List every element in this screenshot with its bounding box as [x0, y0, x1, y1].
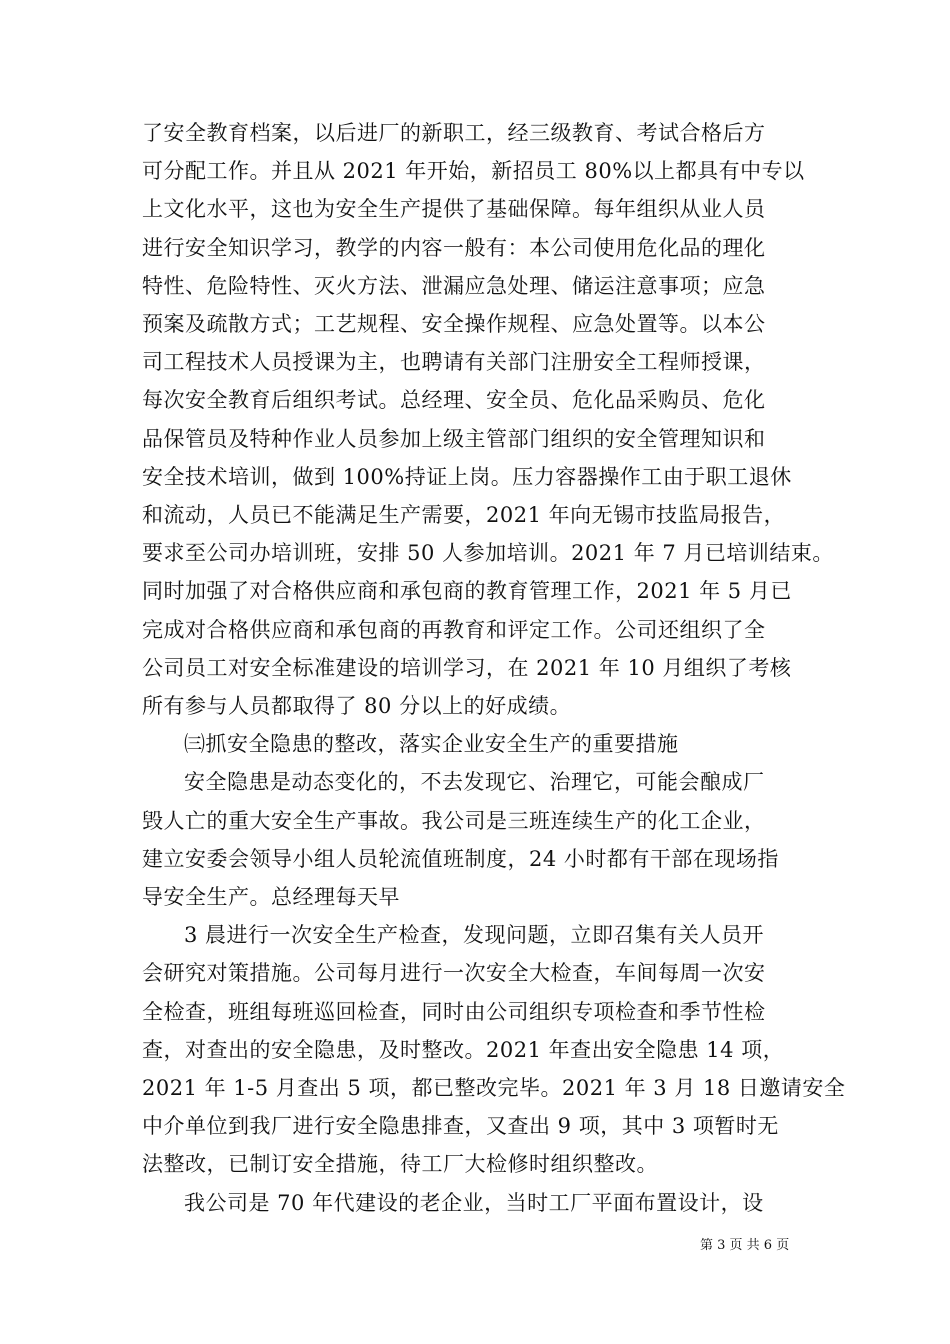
body-text	[142, 114, 846, 1222]
text-line: 所有参与人员都取得了 80 分以上的好成绩。	[142, 694, 572, 719]
text-line: 特性、危险特性、灭火方法、泄漏应急处理、储运注意事项；应急	[142, 273, 766, 298]
text-line: 法整改，已制订安全措施，待工厂大检修时组织整改。	[142, 1152, 658, 1177]
text-line: 毁人亡的重大安全生产事故。我公司是三班连续生产的化工企业，	[142, 808, 766, 833]
text-line: 了安全教育档案，以后进厂的新职工，经三级教育、考试合格后方	[142, 121, 766, 145]
text-line: 同时加强了对合格供应商和承包商的教育管理工作，2021 年 5 月已	[142, 579, 792, 604]
text-line: 可分配工作。并且从 2021 年开始，新招员工 80%以上都具有中专以	[142, 159, 805, 184]
text-line: 预案及疏散方式；工艺规程、安全操作规程、应急处置等。以本公	[142, 312, 766, 337]
text-line: 司工程技术人员授课为主，也聘请有关部门注册安全工程师授课，	[142, 350, 766, 375]
text-line: 我公司是 70 年代建设的老企业，当时工厂平面布置设计，设	[184, 1190, 764, 1215]
text-line: 上文化水平，这也为安全生产提供了基础保障。每年组织从业人员	[142, 197, 766, 222]
text-line: 导安全生产。总经理每天早	[142, 885, 400, 910]
text-line: 建立安委会领导小组人员轮流值班制度，24 小时都有干部在现场指	[142, 846, 779, 871]
text-line: 品保管员及特种作业人员参加上级主管部门组织的安全管理知识和	[142, 426, 766, 451]
text-line: 查，对查出的安全隐患，及时整改。2021 年查出安全隐患 14 项，	[142, 1037, 785, 1062]
text-line: 完成对合格供应商和承包商的再教育和评定工作。公司还组织了全	[142, 617, 766, 642]
text-line: 2021 年 1-5 月查出 5 项，都已整改完毕。2021 年 3 月 18 日邀请安全	[142, 1076, 846, 1101]
text-line: 会研究对策措施。公司每月进行一次安全大检查，车间每周一次安	[142, 961, 766, 986]
text-line: 进行安全知识学习，教学的内容一般有：本公司使用危化品的理化	[142, 235, 766, 260]
text-line: 安全隐患是动态变化的，不去发现它、治理它，可能会酿成厂	[184, 770, 765, 795]
text-line: 公司员工对安全标准建设的培训学习，在 2021 年 10 月组织了考核	[142, 655, 792, 680]
text-line: 每次安全教育后组织考试。总经理、安全员、危化品采购员、危化	[142, 388, 766, 413]
text-line: 3 晨进行一次安全生产检查，发现问题，立即召集有关人员开	[184, 923, 765, 948]
section-heading: ㈢抓安全隐患的整改，落实企业安全生产的重要措施	[184, 732, 679, 757]
page-number: 第 3 页 共 6 页	[700, 1238, 790, 1253]
text-line: 和流动，人员已不能满足生产需要，2021 年向无锡市技监局报告，	[142, 503, 786, 528]
text-line: 中介单位到我厂进行安全隐患排查，又查出 9 项，其中 3 项暂时无	[142, 1114, 779, 1139]
text-line: 安全技术培训，做到 100%持证上岗。压力容器操作工由于职工退休	[142, 464, 792, 489]
text-line: 要求至公司办培训班，安排 50 人参加培训。2021 年 7 月已培训结束。	[142, 541, 834, 566]
text-line: 全检查，班组每班巡回检查，同时由公司组织专项检查和季节性检	[142, 999, 766, 1024]
